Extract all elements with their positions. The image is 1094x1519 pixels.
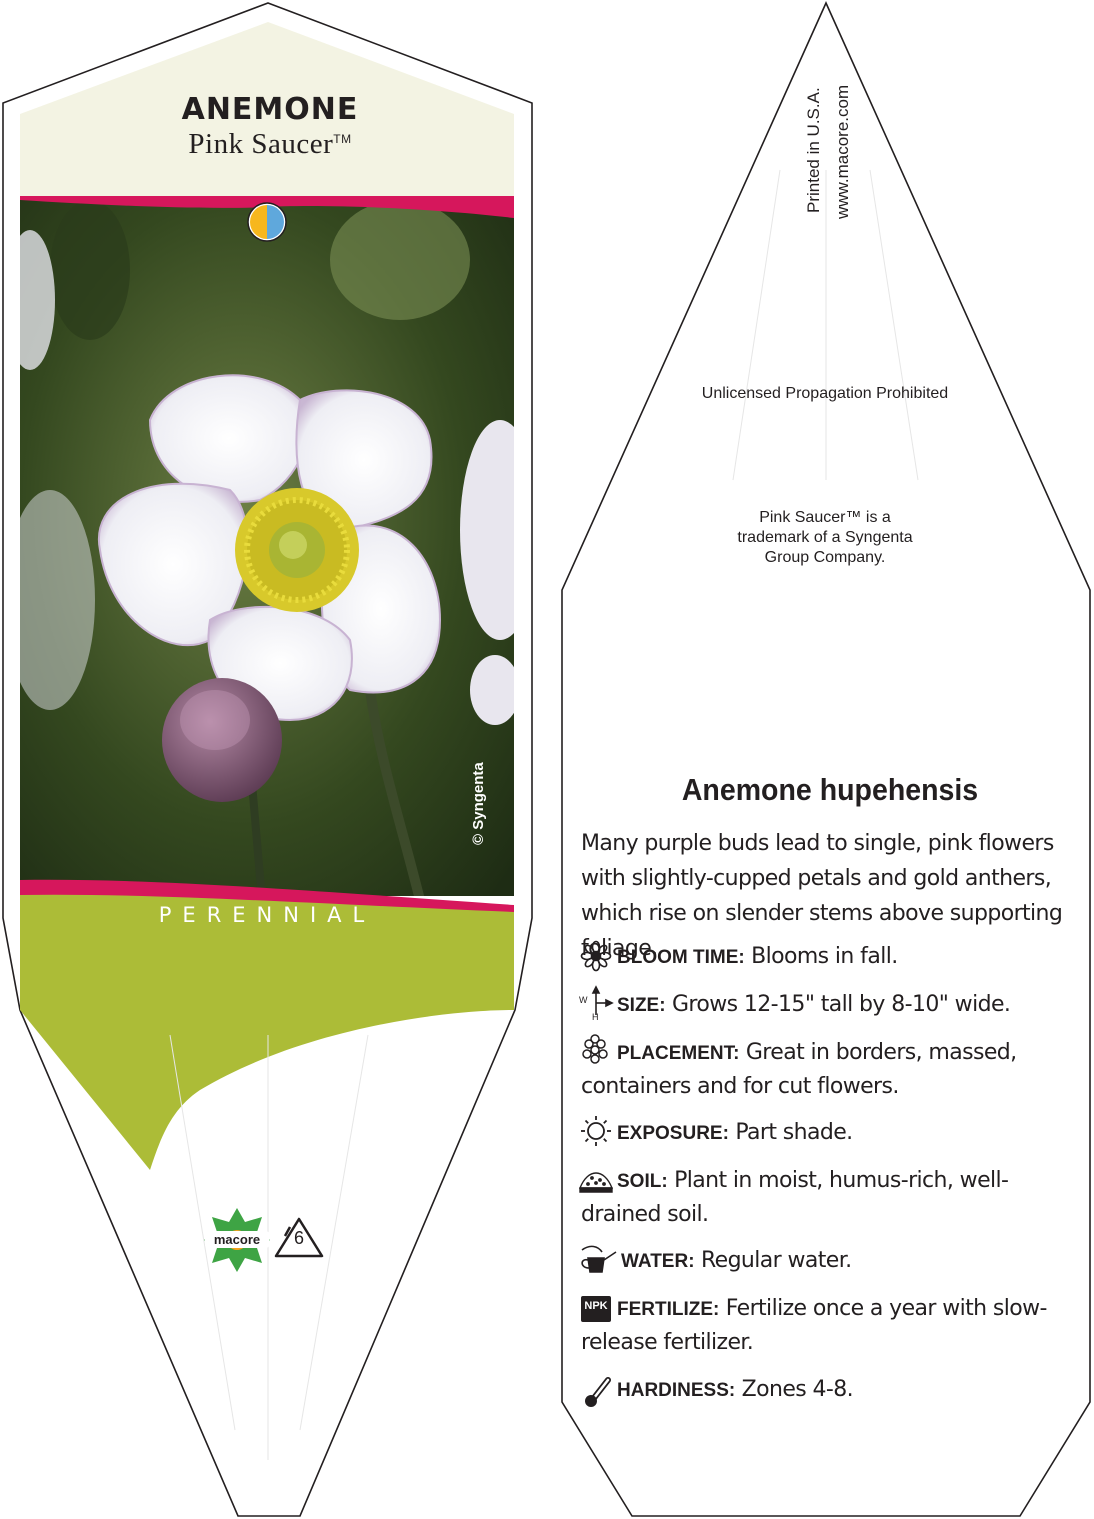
size-row xyxy=(581,988,1071,1022)
hardiness-value: Zones 4-8. xyxy=(741,1377,854,1402)
propagation-notice: Unlicensed Propagation Prohibited xyxy=(701,385,949,402)
bloom-time-row xyxy=(581,940,1071,974)
plant-subtitle xyxy=(120,128,420,161)
trademark-line: trademark of a Syngenta xyxy=(737,529,913,546)
placement-value: Great in borders, massed, containers and for cut flowers. xyxy=(581,1040,1017,1099)
website: www.macore.com xyxy=(833,84,852,219)
npk-icon-text: NPK xyxy=(584,1300,608,1312)
trademark-line: Group Company. xyxy=(764,549,886,566)
exposure-label: EXPOSURE: xyxy=(617,1123,729,1144)
photo-credit: © Syngenta xyxy=(470,762,487,845)
exposure-value: Part shade. xyxy=(735,1120,853,1145)
hardiness-label: HARDINESS: xyxy=(617,1380,736,1401)
bloom-time-label: BLOOM TIME: xyxy=(617,947,745,968)
water-value: Regular water. xyxy=(700,1248,852,1273)
cultivar-name: Pink Saucer xyxy=(188,128,334,160)
soil-label: SOIL: xyxy=(617,1171,668,1192)
fertilize-label: FERTILIZE: xyxy=(617,1299,720,1320)
size-icon-height-letter: H xyxy=(592,1012,599,1022)
water-label: WATER: xyxy=(621,1251,695,1272)
fertilize-row xyxy=(581,1292,1071,1359)
plant-category: PERENNIAL xyxy=(158,903,376,927)
trademark-line: Pink Saucer™ is a xyxy=(759,509,891,526)
fertilize-value: Fertilize once a year with slow-release fertilizer. xyxy=(581,1296,1047,1355)
printed-in: Printed in U.S.A. xyxy=(804,87,823,213)
size-label: SIZE: xyxy=(617,995,666,1016)
macore-logo-text: macore xyxy=(213,1232,261,1247)
plant-title: ANEMONE xyxy=(181,92,359,127)
trademark-mark: TM xyxy=(333,132,352,146)
placement-label: PLACEMENT: xyxy=(617,1043,740,1064)
water-row xyxy=(581,1244,1071,1278)
recycle-number: 6 xyxy=(293,1228,304,1248)
size-icon-width-letter: W xyxy=(579,995,588,1005)
back-tag xyxy=(562,3,1090,1516)
size-value: Grows 12-15" tall by 8-10" wide. xyxy=(671,992,1011,1017)
soil-row xyxy=(581,1164,1071,1231)
trademark-notice xyxy=(660,508,990,568)
species-name: Anemone hupehensis xyxy=(681,772,979,807)
exposure-row xyxy=(581,1116,1071,1150)
placement-row xyxy=(581,1036,1071,1103)
soil-value: Plant in moist, humus-rich, well-drained soil. xyxy=(581,1168,1009,1227)
front-tag xyxy=(3,3,540,1516)
part-shade-exposure-icon xyxy=(248,203,286,241)
flower-photo xyxy=(5,196,540,900)
hardiness-row xyxy=(581,1373,1071,1407)
plant-description: Many purple buds lead to single, pink flowers with slightly-cupped petals and gold anthers, which rise on slender stems above supporting foliage. xyxy=(581,831,1063,961)
bloom-time-value: Blooms in fall. xyxy=(751,944,898,969)
